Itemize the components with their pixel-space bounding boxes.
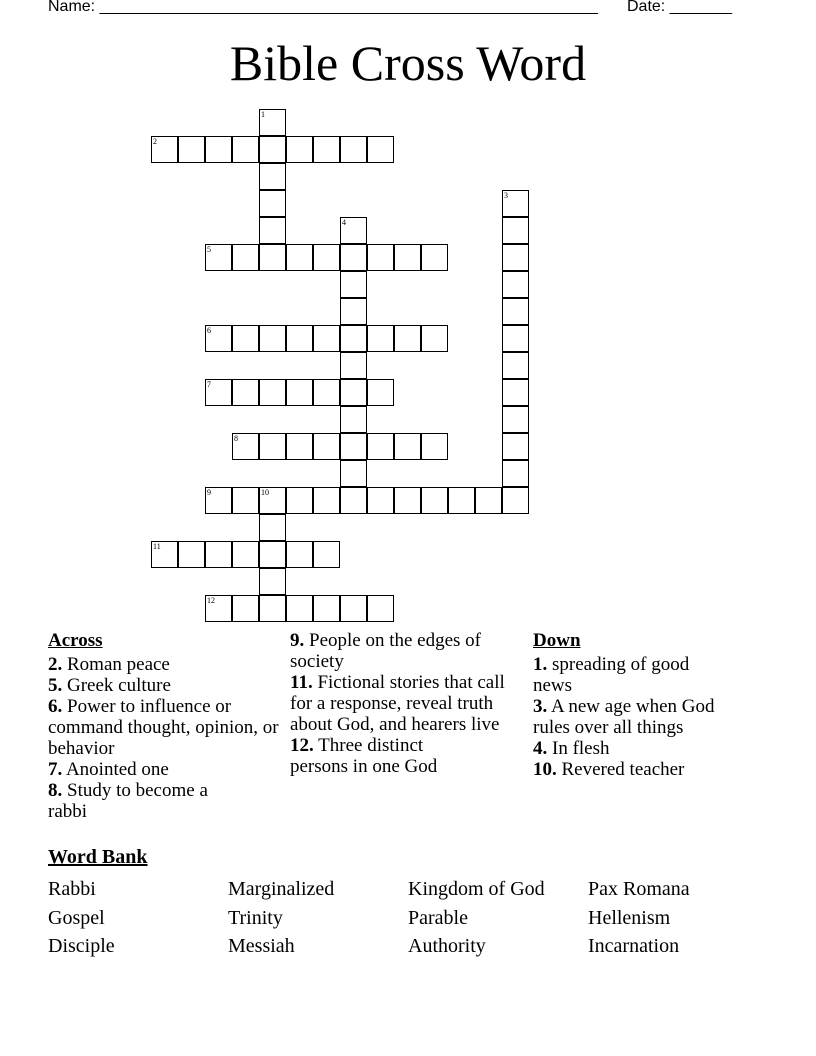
crossword-cell[interactable] <box>259 190 286 217</box>
crossword-cell[interactable] <box>205 325 232 352</box>
word-bank-item: Messiah <box>228 935 295 957</box>
crossword-cell[interactable] <box>340 136 367 163</box>
date-field[interactable]: Date: _______ <box>627 0 732 15</box>
crossword-cell[interactable] <box>178 541 205 568</box>
crossword-cell[interactable] <box>286 325 313 352</box>
crossword-cell[interactable] <box>259 136 286 163</box>
word-bank-item: Marginalized <box>228 878 335 900</box>
crossword-cell[interactable] <box>367 487 394 514</box>
word-bank-heading: Word Bank <box>48 846 148 868</box>
clue-number: 8 <box>234 434 238 443</box>
crossword-cell[interactable] <box>259 514 286 541</box>
crossword-cell[interactable] <box>502 487 529 514</box>
crossword-cell[interactable] <box>259 163 286 190</box>
crossword-cell[interactable] <box>286 433 313 460</box>
crossword-cell[interactable] <box>340 298 367 325</box>
clue-number: 6 <box>207 326 211 335</box>
crossword-cell[interactable] <box>205 595 232 622</box>
crossword-cell[interactable] <box>421 325 448 352</box>
clue-number: 3 <box>504 191 508 200</box>
clue-number: 11 <box>153 542 161 551</box>
crossword-cell[interactable] <box>367 325 394 352</box>
crossword-cell[interactable] <box>340 325 367 352</box>
crossword-cell[interactable] <box>367 244 394 271</box>
crossword-cell[interactable] <box>286 136 313 163</box>
crossword-cell[interactable] <box>286 541 313 568</box>
crossword-cell[interactable] <box>259 541 286 568</box>
clue-across-7: 7. Anointed one <box>48 759 169 780</box>
clue-across-11: 11. Fictional stories that call for a response, reveal truth about God, and hearers live <box>290 672 505 735</box>
clue-across-9: 9. People on the edges of society <box>290 630 482 672</box>
page-title: Bible Cross Word <box>229 35 587 91</box>
crossword-cell[interactable] <box>502 433 529 460</box>
crossword-cell[interactable] <box>205 487 232 514</box>
crossword-cell[interactable] <box>502 460 529 487</box>
crossword-cell[interactable] <box>286 379 313 406</box>
across-clues <box>48 630 284 822</box>
crossword-cell[interactable] <box>259 487 286 514</box>
crossword-cell[interactable] <box>502 406 529 433</box>
crossword-cell[interactable] <box>394 487 421 514</box>
crossword-cell[interactable] <box>232 244 259 271</box>
crossword-cell[interactable] <box>259 217 286 244</box>
clue-across-6: 6. Power to influence or command thought, opinion, or behavior <box>48 696 279 759</box>
down-clues <box>533 630 753 780</box>
crossword-cell[interactable] <box>340 406 367 433</box>
clue-across-5: 5. Greek culture <box>48 675 171 696</box>
crossword-cell[interactable] <box>205 541 232 568</box>
crossword-cell[interactable] <box>313 541 340 568</box>
crossword-cell[interactable] <box>421 487 448 514</box>
clue-across-12: 12. Three distinct persons in one God <box>290 735 438 777</box>
word-bank-item: Kingdom of God <box>408 878 545 900</box>
clue-number: 7 <box>207 380 211 389</box>
crossword-cell[interactable] <box>178 136 205 163</box>
crossword-cell[interactable] <box>340 460 367 487</box>
crossword-cell[interactable] <box>340 595 367 622</box>
down-heading: Down <box>533 630 581 651</box>
crossword-cell[interactable] <box>340 487 367 514</box>
crossword-cell[interactable] <box>340 352 367 379</box>
across-heading: Across <box>48 630 103 651</box>
crossword-cell[interactable] <box>340 379 367 406</box>
crossword-cell[interactable] <box>205 136 232 163</box>
crossword-cell[interactable] <box>259 595 286 622</box>
word-bank-item: Incarnation <box>588 935 680 957</box>
clue-number: 1 <box>261 110 265 119</box>
crossword-cell[interactable] <box>313 325 340 352</box>
word-bank-item: Rabbi <box>48 878 96 900</box>
crossword-cell[interactable] <box>313 136 340 163</box>
word-bank <box>48 875 768 961</box>
word-bank-item: Authority <box>408 935 486 957</box>
crossword-cell[interactable] <box>151 136 178 163</box>
word-bank-item: Hellenism <box>588 906 671 929</box>
crossword-cell[interactable] <box>313 379 340 406</box>
clue-down-1: 1. spreading of good news <box>533 654 690 696</box>
crossword-cell[interactable] <box>421 433 448 460</box>
crossword-cell[interactable] <box>232 379 259 406</box>
crossword-cell[interactable] <box>232 433 259 460</box>
crossword-cell[interactable] <box>502 352 529 379</box>
crossword-cell[interactable] <box>232 487 259 514</box>
crossword-cell[interactable] <box>232 541 259 568</box>
crossword-cell[interactable] <box>313 595 340 622</box>
crossword-cell[interactable] <box>502 325 529 352</box>
crossword-cell[interactable] <box>286 595 313 622</box>
clue-down-3: 3. A new age when God rules over all things <box>533 696 715 738</box>
crossword-cell[interactable] <box>340 217 367 244</box>
crossword-cell[interactable] <box>394 433 421 460</box>
crossword-cell[interactable] <box>394 325 421 352</box>
word-bank-item: Trinity <box>228 906 283 929</box>
clue-across-2: 2. Roman peace <box>48 654 170 675</box>
clue-down-4: 4. In flesh <box>533 738 610 759</box>
crossword-cell[interactable] <box>340 433 367 460</box>
crossword-cell[interactable] <box>502 379 529 406</box>
crossword-cell[interactable] <box>340 271 367 298</box>
word-bank-item: Disciple <box>48 935 115 957</box>
word-bank-item: Gospel <box>48 906 105 929</box>
crossword-cell[interactable] <box>367 136 394 163</box>
clue-across-8: 8. Study to become a rabbi <box>48 780 208 822</box>
crossword-cell[interactable] <box>259 244 286 271</box>
crossword-cell[interactable] <box>259 568 286 595</box>
clue-number: 10 <box>261 488 269 497</box>
crossword-cell[interactable] <box>394 244 421 271</box>
crossword-cell[interactable] <box>259 325 286 352</box>
clue-number: 9 <box>207 488 211 497</box>
crossword-cell[interactable] <box>448 487 475 514</box>
word-bank-item: Pax Romana <box>588 878 690 900</box>
crossword-cell[interactable] <box>502 244 529 271</box>
crossword-cell[interactable] <box>313 487 340 514</box>
crossword-cell[interactable] <box>151 541 178 568</box>
crossword-cell[interactable] <box>286 487 313 514</box>
crossword-cell[interactable] <box>313 433 340 460</box>
crossword-cell[interactable] <box>475 487 502 514</box>
across-clues-continued <box>290 630 512 777</box>
crossword-cell[interactable] <box>232 325 259 352</box>
crossword-cell[interactable] <box>286 244 313 271</box>
crossword-cell[interactable] <box>259 109 286 136</box>
clue-number: 5 <box>207 245 211 254</box>
crossword-cell[interactable] <box>313 244 340 271</box>
clue-down-10: 10. Revered teacher <box>533 759 685 780</box>
crossword-cell[interactable] <box>259 379 286 406</box>
crossword-cell[interactable] <box>367 379 394 406</box>
crossword-cell[interactable] <box>205 379 232 406</box>
clue-number: 12 <box>207 596 215 605</box>
crossword-cell[interactable] <box>259 433 286 460</box>
crossword-cell[interactable] <box>232 595 259 622</box>
crossword-cell[interactable] <box>340 244 367 271</box>
crossword-cell[interactable] <box>367 433 394 460</box>
crossword-cell[interactable] <box>502 271 529 298</box>
crossword-cell[interactable] <box>232 136 259 163</box>
crossword-cell[interactable] <box>421 244 448 271</box>
crossword-cell[interactable] <box>205 244 232 271</box>
crossword-cell[interactable] <box>502 298 529 325</box>
crossword-cell[interactable] <box>502 190 529 217</box>
clue-number: 2 <box>153 137 157 146</box>
clue-number: 4 <box>342 218 346 227</box>
word-bank-item: Parable <box>408 906 468 929</box>
name-field[interactable]: Name: ________________________________________________________ <box>48 0 598 15</box>
crossword-cell[interactable] <box>367 595 394 622</box>
crossword-cell[interactable] <box>502 217 529 244</box>
